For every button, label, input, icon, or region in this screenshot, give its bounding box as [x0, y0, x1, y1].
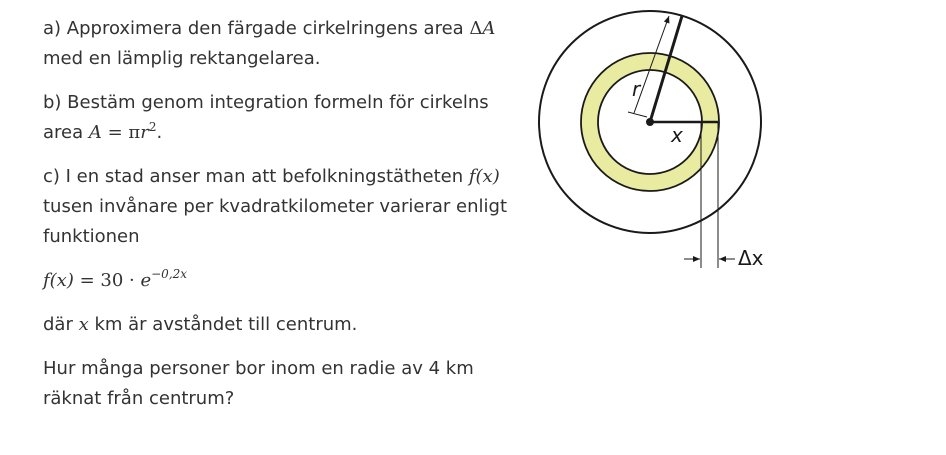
part-b-eq: = π — [101, 122, 141, 143]
formula-exponent: −0,2x — [151, 267, 188, 281]
question-line2: räknat från centrum? — [43, 388, 235, 409]
part-b-end: . — [156, 122, 163, 143]
formula-rhs: = 30 · — [73, 270, 141, 291]
question — [43, 354, 513, 414]
label-r: r — [632, 77, 641, 101]
distance-var: x — [78, 314, 89, 335]
distance-line — [43, 310, 513, 340]
annulus-figure — [530, 0, 780, 290]
distance-prefix: där — [43, 314, 79, 335]
formula-base: e — [140, 270, 152, 291]
label-dx: Δx — [738, 246, 764, 270]
part-a-delta: Δ — [469, 18, 483, 39]
label-x: x — [671, 123, 683, 147]
part-c-func: f(x) — [468, 166, 500, 187]
part-c-text: c) I en stad anser man att befolkningstätheten — [43, 166, 469, 187]
part-b-r: r — [140, 122, 149, 143]
part-b — [43, 88, 513, 148]
part-c — [43, 162, 513, 252]
part-a-text: a) Approximera den färgade cirkelringens area — [43, 18, 470, 39]
problem-text — [43, 14, 513, 428]
part-b-exp: 2 — [148, 120, 157, 134]
r-tick — [628, 112, 647, 117]
part-a-line2: med en lämplig rektangelarea. — [43, 48, 321, 69]
formula-lhs: f(x) — [43, 270, 74, 291]
part-b-prefix: area — [43, 122, 89, 143]
distance-suffix: km är avståndet till centrum. — [88, 314, 358, 335]
part-b-text: b) Bestäm genom integration formeln för cirkelns — [43, 92, 489, 113]
question-line1: Hur många personer bor inom en radie av 4 km — [43, 358, 474, 379]
part-a-var: A — [482, 18, 496, 39]
part-c-line2: tusen invånare per kvadratkilometer varierar enligt — [43, 196, 508, 217]
center-dot — [646, 118, 654, 126]
part-a — [43, 14, 513, 74]
part-b-lhs: A — [88, 122, 102, 143]
part-c-line3: funktionen — [43, 226, 140, 247]
density-formula — [43, 266, 513, 296]
